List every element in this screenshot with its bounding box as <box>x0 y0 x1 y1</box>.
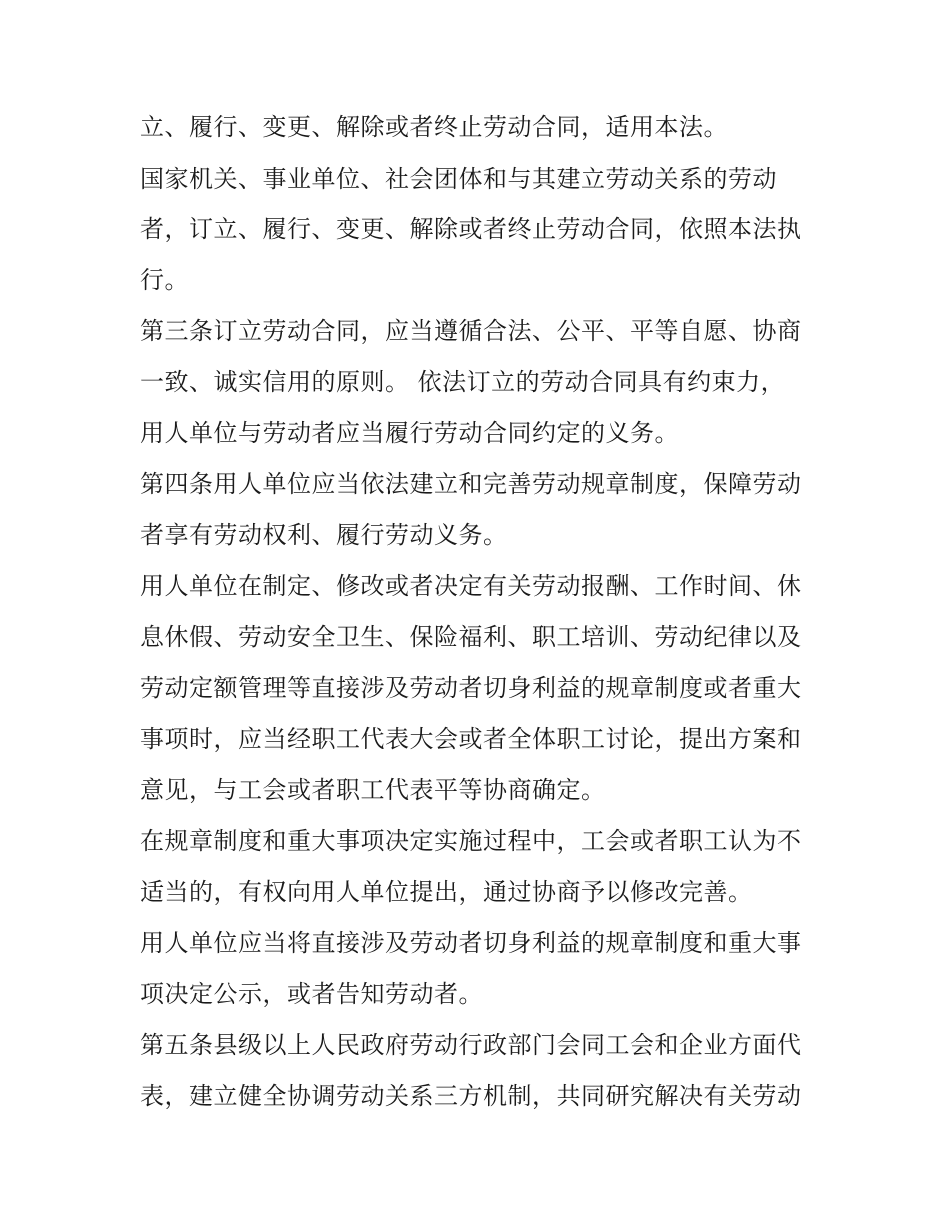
text-line: 行。 <box>140 266 189 294</box>
text-line: 劳动定额管理等直接涉及劳动者切身利益的规章制度或者重大 <box>140 674 802 702</box>
text-line: 者享有劳动权利、履行劳动义务。 <box>140 521 508 549</box>
text-line: 事项时，应当经职工代表大会或者全体职工讨论，提出方案和 <box>140 725 802 753</box>
text-line: 用人单位应当将直接涉及劳动者切身利益的规章制度和重大事 <box>140 929 802 957</box>
text-line: 者，订立、履行、变更、解除或者终止劳动合同，依照本法执 <box>140 215 802 243</box>
text-line: 在规章制度和重大事项决定实施过程中，工会或者职工认为不 <box>140 827 802 855</box>
text-line: 用人单位与劳动者应当履行劳动合同约定的义务。 <box>140 419 679 447</box>
text-line: 息休假、劳动安全卫生、保险福利、职工培训、劳动纪律以及 <box>140 623 802 651</box>
text-line: 适当的，有权向用人单位提出，通过协商予以修改完善。 <box>140 878 753 906</box>
text-line: 意见，与工会或者职工代表平等协商确定。 <box>140 776 606 804</box>
text-line: 立、履行、变更、解除或者终止劳动合同，适用本法。 <box>140 113 728 141</box>
text-line: 第四条用人单位应当依法建立和完善劳动规章制度，保障劳动 <box>140 470 802 498</box>
text-line: 国家机关、事业单位、社会团体和与其建立劳动关系的劳动 <box>140 165 777 193</box>
text-line: 表，建立健全协调劳动关系三方机制，共同研究解决有关劳动 <box>140 1082 802 1110</box>
text-line: 第三条订立劳动合同，应当遵循合法、公平、平等自愿、协商 <box>140 317 802 345</box>
text-line: 项决定公示，或者告知劳动者。 <box>140 980 483 1008</box>
text-line: 第五条县级以上人民政府劳动行政部门会同工会和企业方面代 <box>140 1031 802 1059</box>
text-line: 用人单位在制定、修改或者决定有关劳动报酬、工作时间、休 <box>140 572 802 600</box>
text-line: 一致、诚实信用的原则。 依法订立的劳动合同具有约束力， <box>140 368 786 396</box>
